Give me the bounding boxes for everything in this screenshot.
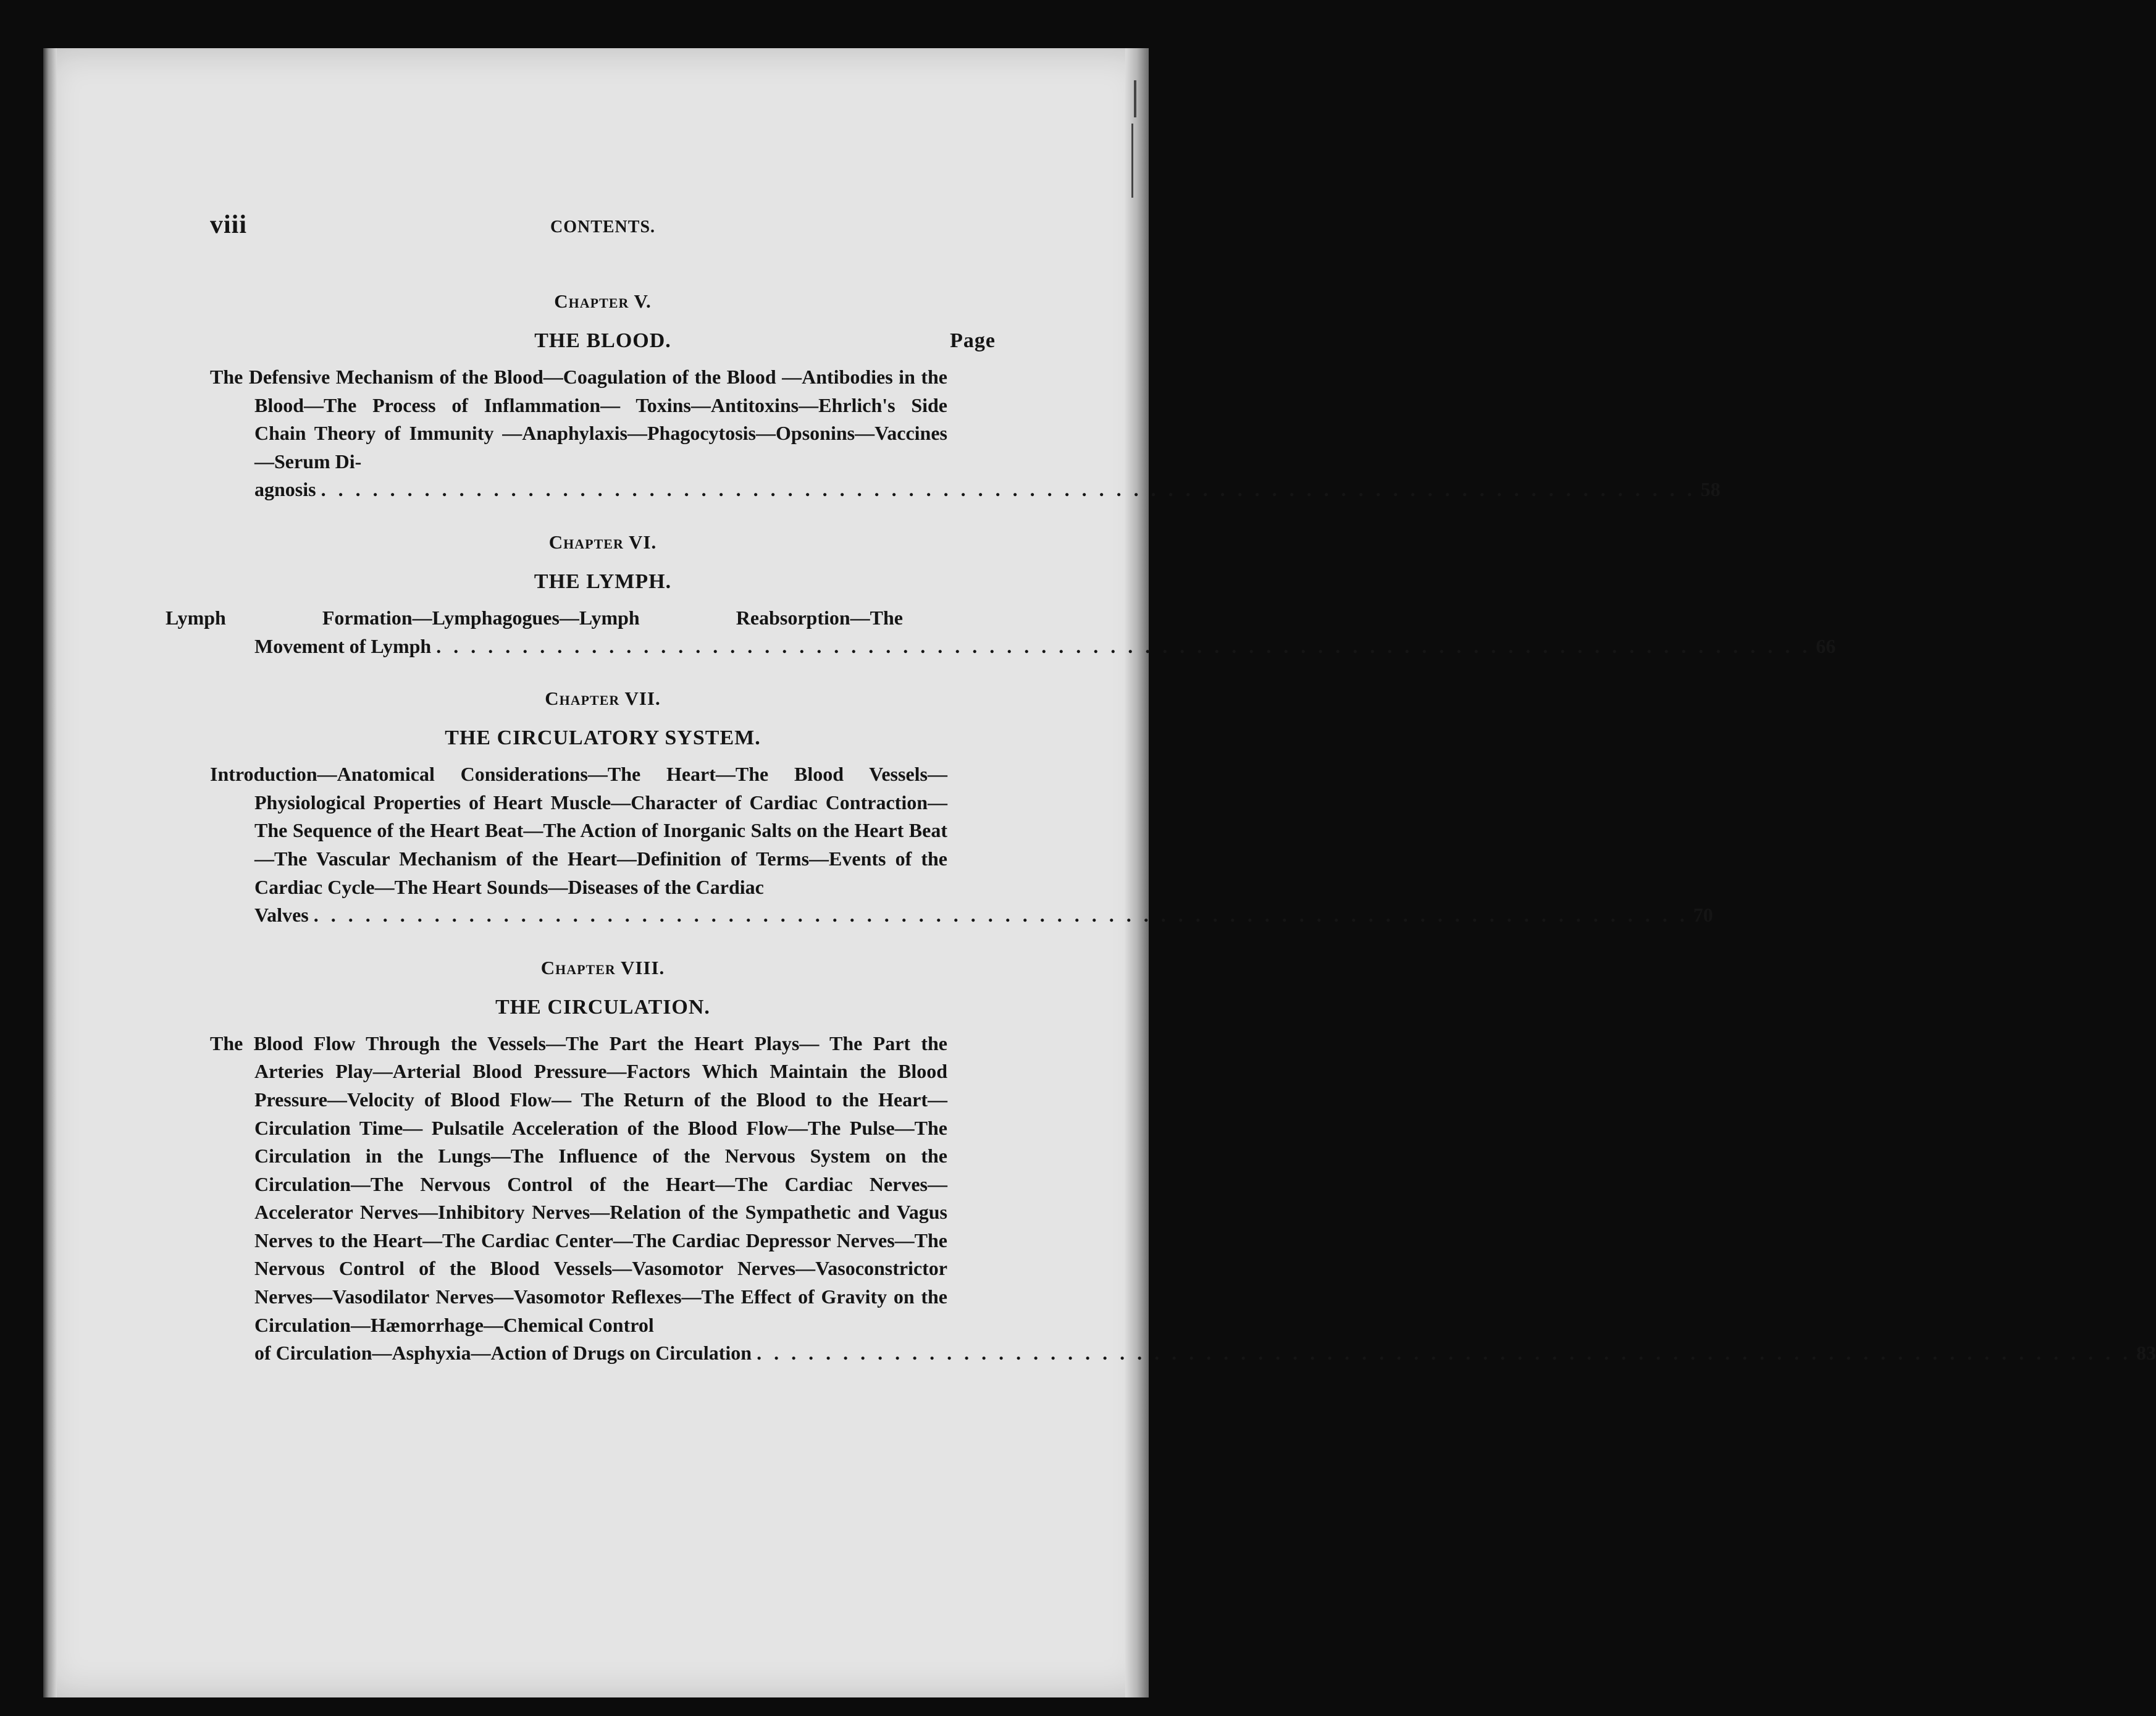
chapter-v [210,289,1721,504]
page-number: 70 [1693,904,1713,927]
chapter-label: Chapter VI. [548,531,657,553]
chapter-contents [210,760,1713,930]
dot-leader: . . . . . . . . . . . . . . . . . . . . . . . . . . . . . . . . . . . . . . . . . . . . . . . . . . . . . . . . . . . . . . . . . . . . . . . . . . . . . . . . [321,478,1696,501]
running-title: CONTENTS. [550,217,656,237]
contents-page [166,210,2156,1368]
chapter-label: Chapter V. [554,290,652,312]
chapter-title-row [210,568,996,595]
scan-edge-right [1125,48,1149,1697]
chapter-contents [166,604,1836,660]
contents-last-text: Valves [254,904,309,927]
chapter-title-row [210,994,996,1021]
chapter-title-row [210,725,996,752]
page-number: 83 [2136,1342,2156,1365]
chapter-title: THE CIRCULATION. [495,995,710,1019]
contents-last-line [254,1339,2156,1368]
dot-leader: . . . . . . . . . . . . . . . . . . . . . . . . . . . . . . . . . . . . . . . . . . . . . . . . . . . . . . . . . . . . . . . . . . . . . . . . . . . . . . . . [436,634,1811,657]
chapter-title: THE CIRCULATORY SYSTEM. [445,726,761,750]
chapter-contents [210,1030,2156,1368]
chapter-vi [166,530,1836,660]
contents-text: The Defensive Mechanism of the Blood—Coagulation of the Blood —Antibodies in the Blood—The Process of Inflammation— Toxins—Antitoxins—Ehrlich's Side Chain Theory of Immunity —Anaphylaxis—Phagocytosis—Opsonins—Vaccines—Serum Di- [210,366,947,473]
contents-last-text: agnosis [254,478,316,501]
running-head [210,210,996,253]
chapter-label: Chapter VIII. [540,956,665,978]
chapter-title: THE LYMPH. [534,570,672,593]
dot-leader: . . . . . . . . . . . . . . . . . . . . . . . . . . . . . . . . . . . . . . . . . . . . . . . . . . . . . . . . . . . . . . . . . . . . . . . . . . . . . . . . [757,1342,2132,1365]
contents-last-line [254,633,1836,661]
chapter-contents [210,363,1721,504]
chapter-vii [210,686,1713,930]
contents-text: Introduction—Anatomical Considerations—The Heart—The Blood Vessels—Physiological Properties of Heart Muscle—Character of Cardiac Contraction—The Sequence of the Heart Beat—The Action of Inorganic Salts on the Heart Beat—The Vascular Mechanism of the Heart—Definition of Terms—Events of the Cardiac Cycle—The Heart Sounds—Diseases of the Cardiac [210,763,947,898]
contents-last-line [254,476,1721,504]
margin-mark [1134,80,1136,117]
contents-text: The Blood Flow Through the Vessels—The Part the Heart Plays— The Part the Arteries Play—Arterial Blood Pressure—Factors Which Maintain the Blood Pressure—Velocity of Blood Flow— The Return of the Blood to the Heart—Circulation Time— Pulsatile Acceleration of the Blood Flow—The Pulse—The Circulation in the Lungs—The Influence of the Nervous System on the Circulation—The Nervous Control of the Heart—The Cardiac Nerves—Accelerator Nerves—Inhibitory Nerves—Relation of the Sympathetic and Vagus Nerves to the Heart—The Cardiac Center—The Cardiac Depressor Nerves—The Nervous Control of the Blood Vessels—Vasomotor Nerves—Vasoconstrictor Nerves—Vasodilator Nerves—Vasomotor Reflexes—The Effect of Gravity on the Circulation—Hæmorrhage—Chemical Control [210,1032,947,1336]
page-number: 58 [1700,478,1721,501]
chapter-title: THE BLOOD. [534,329,671,352]
chapter-label: Chapter VII. [545,688,661,710]
contents-last-text: of Circulation—Asphyxia—Action of Drugs on Circulation [254,1342,752,1365]
chapter-viii [210,956,2156,1368]
margin-mark [1131,124,1133,198]
scan-edge-left [43,48,57,1697]
contents-last-line [254,901,1713,930]
dot-leader: . . . . . . . . . . . . . . . . . . . . . . . . . . . . . . . . . . . . . . . . . . . . . . . . . . . . . . . . . . . . . . . . . . . . . . . . . . . . . . . . [313,904,1688,927]
contents-text: Lymph Formation—Lymphagogues—Lymph Reabsorption—The [166,606,903,629]
contents-last-text: Movement of Lymph [254,634,432,657]
page-column-heading: Page [950,329,996,352]
page-folio: viii [210,211,248,239]
chapter-title-row [210,327,996,355]
page-number: 66 [1816,634,1836,657]
